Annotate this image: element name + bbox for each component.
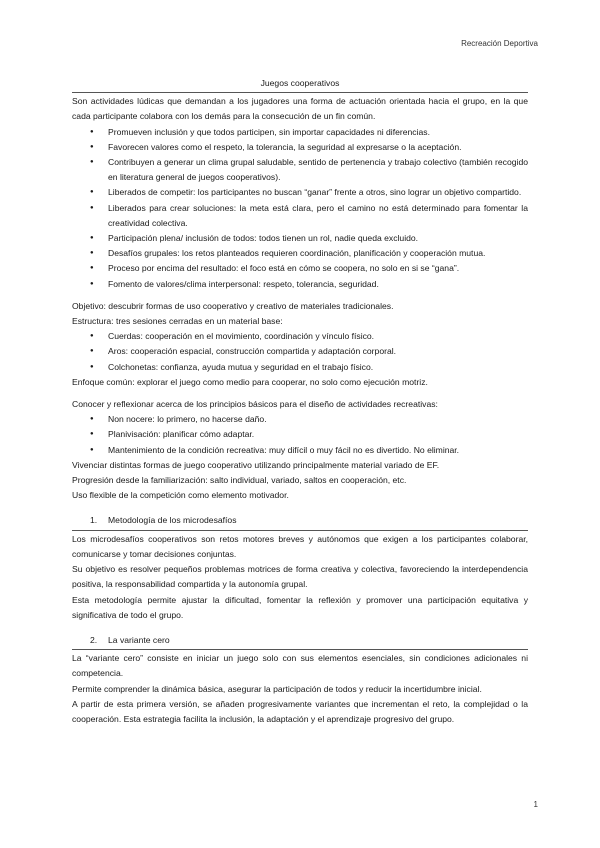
- section-number: 2.: [90, 634, 98, 645]
- list-item: ● Liberados para crear soluciones: la meta está clara, pero el camino no está determinado para fomentar la creatividad colectiva.: [72, 201, 528, 231]
- materials-list: [72, 329, 528, 375]
- list-item: ● Colchonetas: confianza, ayuda mutua y seguridad en el trabajo físico.: [72, 360, 528, 375]
- closing-line: Vivenciar distintas formas de juego cooperativo utilizando principalmente material variado de EF.: [72, 459, 440, 470]
- list-item: ● Cuerdas: cooperación en el movimiento, coordinación y vínculo físico.: [72, 329, 528, 344]
- section-paragraph: Los microdesafíos cooperativos son retos motores breves y autónomos que exigen a los participantes colaborar, comunicarse y tomar decisiones conjuntas.: [72, 533, 528, 559]
- section-heading-2: [72, 633, 528, 648]
- document-title: Juegos cooperativos: [260, 78, 340, 88]
- list-item: ● Liberados de competir: los participantes no buscan “ganar” frente a otros, sino lograr un objetivo compartido.: [72, 185, 528, 200]
- section-number: 1.: [90, 515, 98, 526]
- list-item: ● Participación plena/ inclusión de todos: todos tienen un rol, nadie queda excluido.: [72, 231, 528, 246]
- list-item: ● Promueven inclusión y que todos participen, sin importar capacidades ni diferencias.: [72, 125, 528, 140]
- running-header: Recreación Deportiva: [461, 39, 538, 48]
- section-paragraph: Permite comprender la dinámica básica, asegurar la participación de todos y reducir la incertidumbre inicial.: [72, 683, 482, 694]
- section-title: Metodología de los microdesafíos: [108, 515, 237, 526]
- list-item: ● Contribuyen a generar un clima grupal saludable, sentido de pertenencia y trabajo colectivo (también recogido en literatura general de juegos cooperativos).: [72, 155, 528, 185]
- list-item: ● Planivisación: planificar cómo adaptar.: [72, 427, 528, 442]
- principles-list: [72, 412, 528, 458]
- spacer: [72, 390, 528, 397]
- list-item: ● Proceso por encima del resultado: el foco está en cómo se coopera, no solo en si se “gana”.: [72, 261, 528, 276]
- spacer: [72, 292, 528, 299]
- objective-line: Objetivo: descubrir formas de uso cooperativo y creativo de materiales tradicionales.: [72, 300, 394, 311]
- section-paragraph: La “variante cero” consiste en iniciar un juego solo con sus elementos esenciales, sin condiciones adicionales ni competencia.: [72, 653, 528, 679]
- section-title: La variante cero: [108, 634, 170, 645]
- features-list: [72, 125, 528, 292]
- section-rule: [72, 649, 528, 650]
- page-content: [72, 76, 528, 727]
- closing-line: Progresión desde la familiarización: salto individual, variado, saltos en cooperación, etc.: [72, 475, 407, 486]
- page-number: 1: [533, 800, 538, 809]
- principles-intro: Conocer y reflexionar acerca de los principios básicos para el diseño de actividades recreativas:: [72, 399, 438, 410]
- list-item: ● Aros: cooperación espacial, construcción compartida y adaptación corporal.: [72, 344, 528, 359]
- closing-line: Uso flexible de la competición como elemento motivador.: [72, 490, 289, 501]
- list-item: ● Fomento de valores/clima interpersonal: respeto, tolerancia, seguridad.: [72, 277, 528, 292]
- title-underline-rule: [72, 92, 528, 93]
- section-paragraph: Su objetivo es resolver pequeños problemas motrices de forma creativa y colectiva, favoreciendo la interdependencia positiva, la responsabilidad compartida y la autonomía grupal.: [72, 564, 528, 590]
- list-item: ● Mantenimiento de la condición recreativa: muy difícil o muy fácil no es divertido. No eliminar.: [72, 443, 528, 458]
- section-heading-1: [72, 513, 528, 528]
- list-item: ● Non nocere: lo primero, no hacerse daño.: [72, 412, 528, 427]
- common-focus-line: Enfoque común: explorar el juego como medio para cooperar, no solo como ejecución motriz.: [72, 376, 428, 387]
- section-rule: [72, 530, 528, 531]
- section-paragraph: Esta metodología permite ajustar la dificultad, fomentar la reflexión y promover una participación equitativa y significativa de todo el grupo.: [72, 594, 528, 620]
- list-item: ● Favorecen valores como el respeto, la tolerancia, la seguridad al expresarse o la aceptación.: [72, 140, 528, 155]
- structure-line: Estructura: tres sesiones cerradas en un material base:: [72, 316, 283, 327]
- section-paragraph: A partir de esta primera versión, se añaden progresivamente variantes que incrementan el reto, la complejidad o la cooperación. Esta estrategia facilita la inclusión, la adaptación y el aprendizaje progresivo del grupo.: [72, 698, 528, 724]
- list-item: ● Desafíos grupales: los retos planteados requieren coordinación, planificación y cooperación mutua.: [72, 246, 528, 261]
- intro-paragraph: Son actividades lúdicas que demandan a los jugadores una forma de actuación orientada hacia el grupo, en la que cada participante colabora con los demás para la consecución de un fin común.: [72, 96, 528, 122]
